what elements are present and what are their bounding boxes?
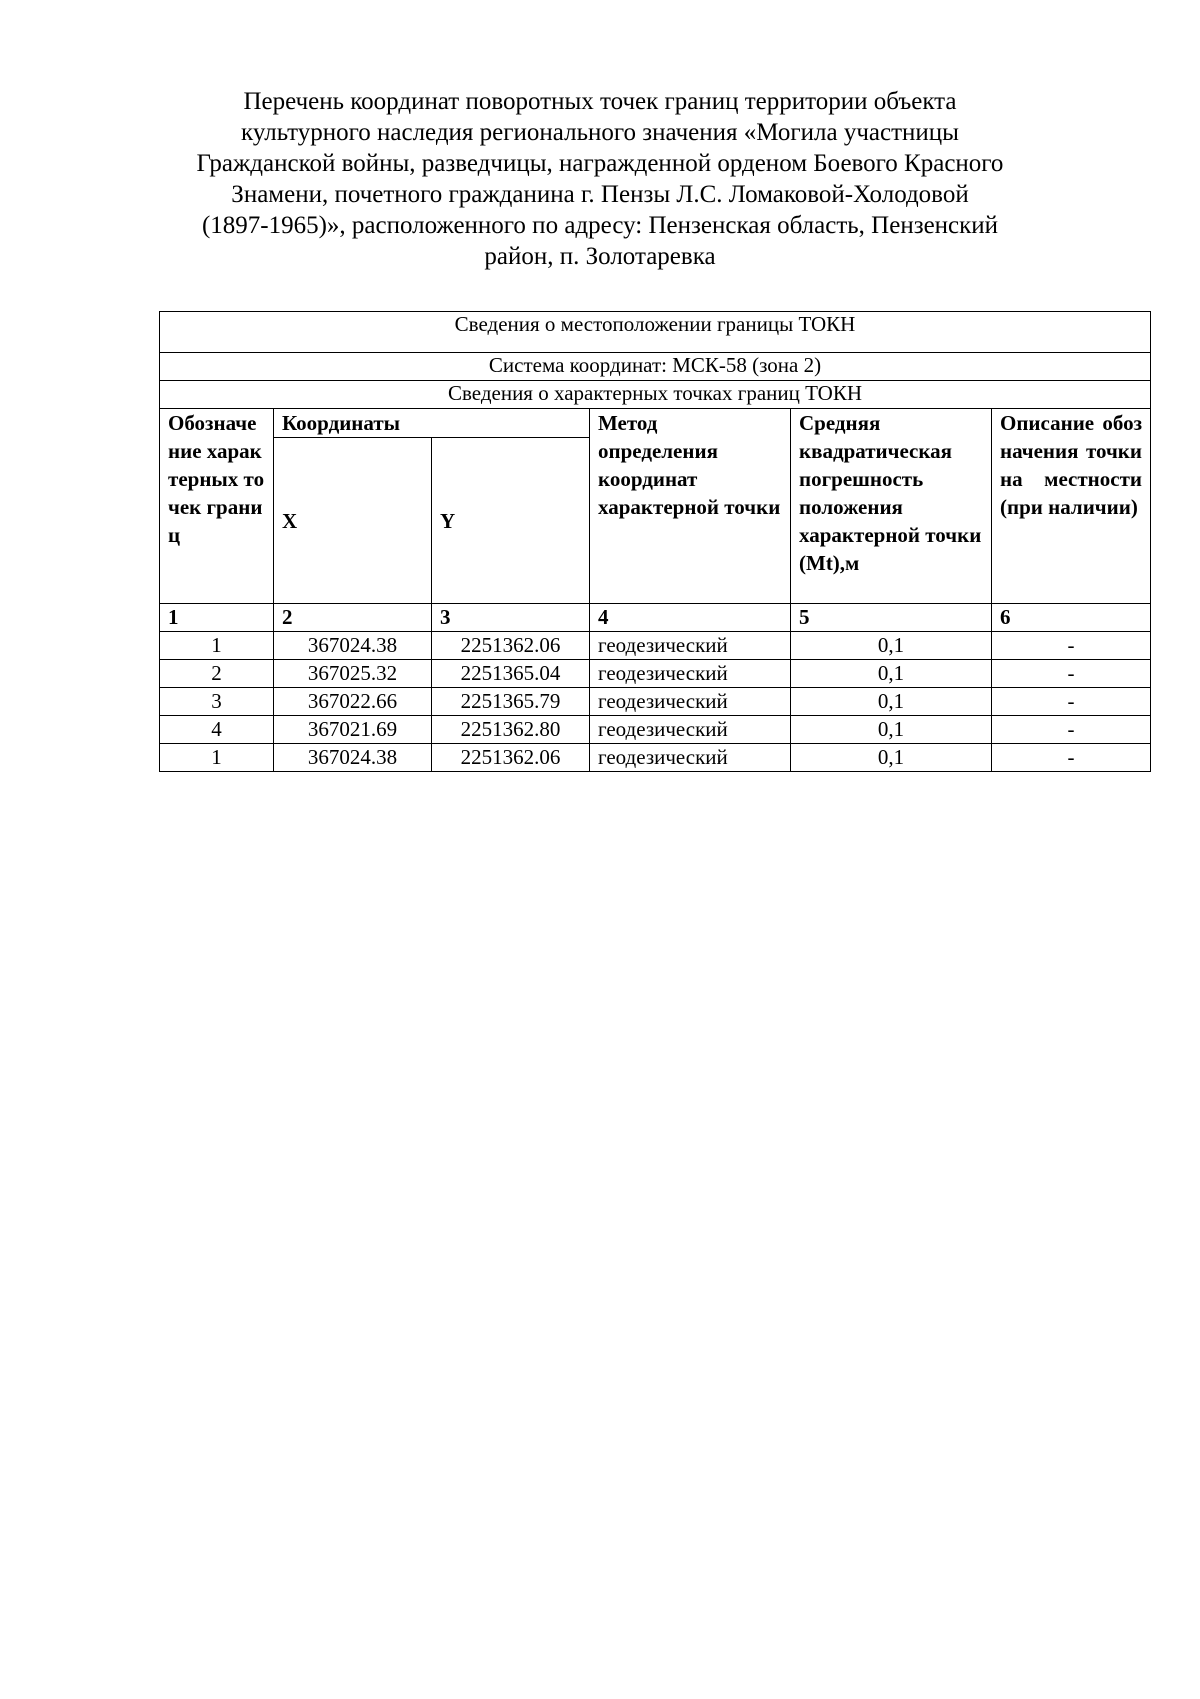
info-location-cell: Сведения о местоположении границы ТОКН — [160, 312, 1151, 353]
cell-point: 4 — [160, 716, 274, 744]
coordinates-table — [159, 311, 1151, 772]
header-error: Средняя квадратическая погрешность положения характерной точки (Mt),м — [791, 409, 992, 604]
cell-description: - — [992, 632, 1151, 660]
table-row — [160, 660, 1151, 688]
title-line: Перечень координат поворотных точек границ территории объекта — [243, 88, 957, 115]
info-coordinate-system-cell: Система координат: МСК-58 (зона 2) — [160, 353, 1151, 381]
info-points-cell: Сведения о характерных точках границ ТОКН — [160, 381, 1151, 409]
cell-point: 3 — [160, 688, 274, 716]
cell-method: геодезический — [590, 660, 791, 688]
cell-x: 367024.38 — [274, 744, 432, 772]
document-title — [160, 86, 1040, 272]
table-row — [160, 744, 1151, 772]
column-number: 2 — [274, 604, 432, 632]
cell-y: 2251362.06 — [432, 632, 590, 660]
cell-error: 0,1 — [791, 716, 992, 744]
cell-point: 2 — [160, 660, 274, 688]
title-line: Знамени, почетного гражданина г. Пензы Л.С. Ломаковой-Холодовой — [231, 181, 969, 208]
cell-method: геодезический — [590, 632, 791, 660]
cell-y: 2251362.80 — [432, 716, 590, 744]
table-row — [160, 716, 1151, 744]
cell-description: - — [992, 688, 1151, 716]
cell-description: - — [992, 744, 1151, 772]
title-line: (1897-1965)», расположенного по адресу: Пензенская область, Пензенский — [201, 212, 999, 239]
info-row-location — [160, 312, 1151, 353]
column-number: 1 — [160, 604, 274, 632]
title-line: район, п. Золотаревка — [484, 243, 716, 270]
header-designation: Обозначение характерных точек границ — [160, 409, 274, 604]
cell-x: 367021.69 — [274, 716, 432, 744]
cell-x: 367025.32 — [274, 660, 432, 688]
cell-error: 0,1 — [791, 660, 992, 688]
cell-y: 2251362.06 — [432, 744, 590, 772]
column-number: 4 — [590, 604, 791, 632]
header-method: Метод определения координат характерной точки — [590, 409, 791, 604]
cell-point: 1 — [160, 744, 274, 772]
header-coordinates: Координаты — [274, 409, 590, 438]
title-line: Гражданской войны, разведчицы, награжденной орденом Боевого Красного — [196, 150, 1004, 177]
column-number: 3 — [432, 604, 590, 632]
column-number: 6 — [992, 604, 1151, 632]
cell-error: 0,1 — [791, 632, 992, 660]
table-row — [160, 688, 1151, 716]
cell-y: 2251365.04 — [432, 660, 590, 688]
title-line: культурного наследия регионального значения «Могила участницы — [241, 119, 959, 146]
cell-method: геодезический — [590, 744, 791, 772]
info-row-points — [160, 381, 1151, 409]
column-number: 5 — [791, 604, 992, 632]
header-x: X — [274, 438, 432, 604]
cell-error: 0,1 — [791, 744, 992, 772]
cell-description: - — [992, 716, 1151, 744]
cell-point: 1 — [160, 632, 274, 660]
cell-description: - — [992, 660, 1151, 688]
header-row-top — [160, 409, 1151, 438]
header-description: Описание обозначения точки на местности (при наличии) — [992, 409, 1151, 604]
column-numbers-row — [160, 604, 1151, 632]
cell-y: 2251365.79 — [432, 688, 590, 716]
cell-method: геодезический — [590, 716, 791, 744]
cell-x: 367024.38 — [274, 632, 432, 660]
cell-x: 367022.66 — [274, 688, 432, 716]
cell-error: 0,1 — [791, 688, 992, 716]
header-y: Y — [432, 438, 590, 604]
info-row-coordinate-system — [160, 353, 1151, 381]
cell-method: геодезический — [590, 688, 791, 716]
table-row — [160, 632, 1151, 660]
